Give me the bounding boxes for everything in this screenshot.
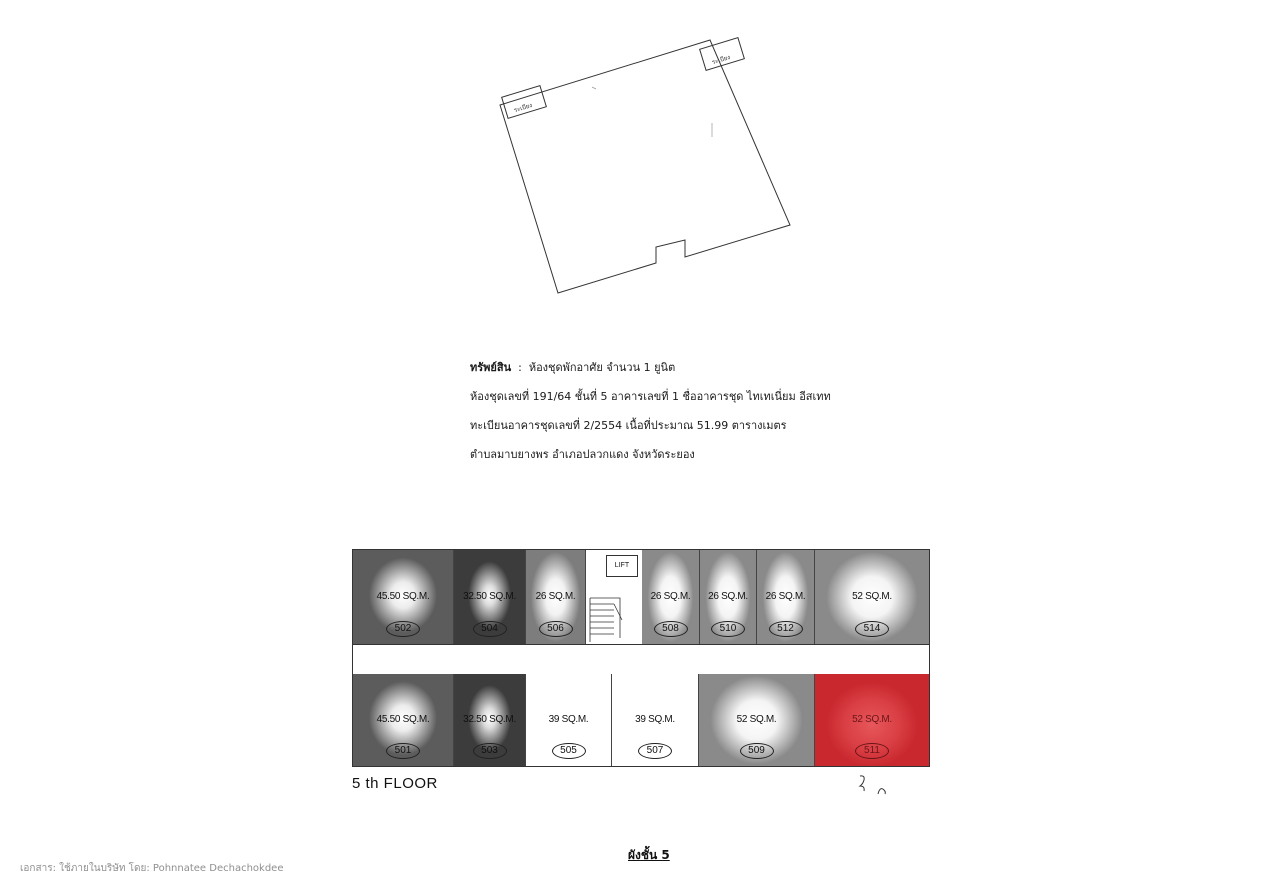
unit-514 (815, 550, 929, 644)
unit-509 (699, 674, 815, 766)
watermark-text: เอกสาร: ใช้ภายในบริษัท โดย: Pohnnatee Dechachokdee (20, 863, 284, 874)
unit-503 (454, 674, 526, 766)
stair-icon (586, 550, 642, 644)
unit-area: 26 SQ.M. (765, 591, 806, 603)
unit-number: 512 (769, 621, 803, 637)
unit-number: 509 (740, 743, 774, 759)
unit-number: 501 (386, 743, 420, 759)
unit-number: 507 (638, 743, 672, 759)
unit-number: 502 (386, 621, 420, 637)
unit-507 (612, 674, 699, 766)
unit-area: 26 SQ.M. (708, 591, 748, 603)
unit-area: 52 SQ.M. (736, 714, 777, 726)
unit-number: 503 (473, 743, 507, 759)
unit-area: 32.50 SQ.M. (463, 591, 516, 603)
description-line-1 (470, 358, 930, 387)
unit-type: ห้องชุดพักอาศัย จำนวน 1 ยูนิต (528, 361, 676, 374)
label-separator: : (518, 361, 522, 374)
unit-number: 506 (539, 621, 573, 637)
unit-area: 52 SQ.M. (852, 714, 892, 726)
corridor (353, 644, 929, 676)
unit-area: 52 SQ.M. (852, 591, 892, 603)
unit-number: 504 (473, 621, 507, 637)
unit-area: 26 SQ.M. (650, 591, 691, 603)
unit-505 (526, 674, 612, 766)
lift: LIFT (606, 555, 638, 577)
sketch-mark (592, 87, 596, 89)
unit-number: 510 (711, 621, 745, 637)
unit-number: 508 (654, 621, 688, 637)
property-label: ทรัพย์สิน (470, 361, 512, 374)
balcony-label-right: ระเบียง (711, 53, 732, 67)
unit-number: 514 (855, 621, 889, 637)
unit-502 (353, 550, 454, 644)
unit-510 (700, 550, 757, 644)
unit-survey-sketch (480, 25, 810, 315)
stair-lift-core (586, 550, 643, 644)
unit-504 (454, 550, 526, 644)
unit-area: 26 SQ.M. (535, 591, 576, 603)
unit-511-highlighted (815, 674, 929, 766)
balcony-label-left: ระเบียง (513, 101, 534, 115)
description-line-3: ทะเบียนอาคารชุดเลขที่ 2/2554 เนื้อที่ประมาณ 51.99 ตารางเมตร (470, 419, 787, 432)
unit-area: 32.50 SQ.M. (463, 714, 516, 726)
unit-area: 45.50 SQ.M. (376, 591, 430, 603)
unit-508 (642, 550, 700, 644)
unit-outline (500, 40, 790, 293)
property-description (470, 358, 930, 474)
unit-512 (757, 550, 815, 644)
unit-area: 45.50 SQ.M. (376, 714, 430, 726)
handwritten-mark-icon (856, 772, 890, 796)
unit-area: 39 SQ.M. (548, 714, 589, 726)
floor-plan (352, 549, 930, 767)
plan-caption: ผังชั้น 5 (628, 848, 670, 862)
description-line-4: ตำบลมาบยางพร อำเภอปลวกแดง จังหวัดระยอง (470, 448, 695, 461)
unit-501 (353, 674, 454, 766)
unit-area: 39 SQ.M. (635, 714, 675, 726)
unit-506 (526, 550, 586, 644)
floor-label: 5 th FLOOR (352, 775, 438, 792)
unit-number: 511 (855, 743, 889, 759)
balcony-right (700, 38, 745, 71)
unit-number: 505 (552, 743, 586, 759)
description-line-2: ห้องชุดเลขที่ 191/64 ชั้นที่ 5 อาคารเลขที่ 1 ชื่ออาคารชุด ไทเทเนี่ยม อีสเทท (470, 390, 831, 403)
